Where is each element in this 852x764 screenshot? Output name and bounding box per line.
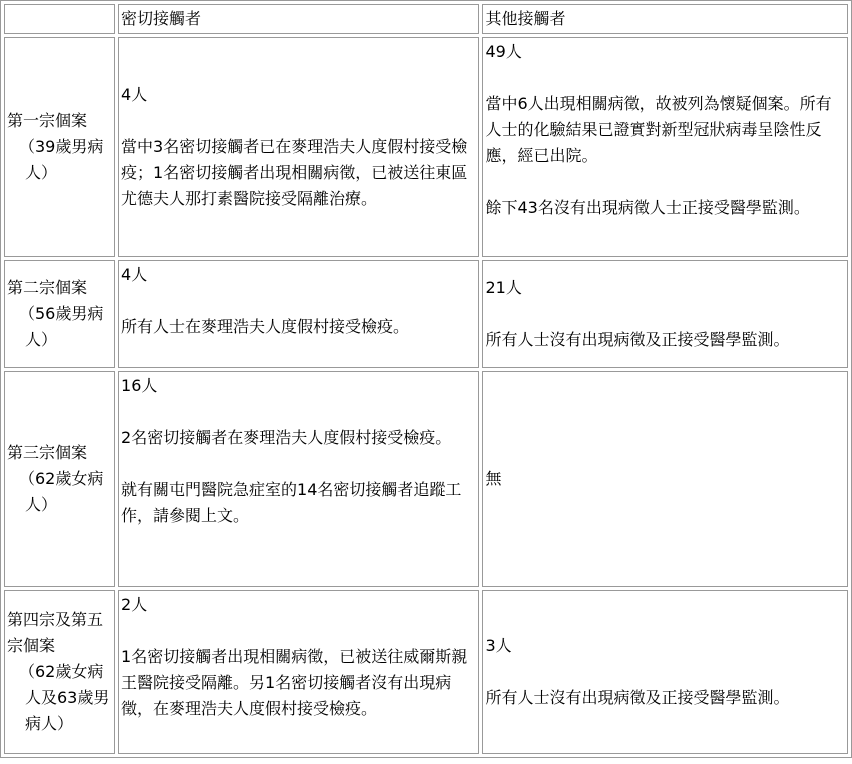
other-count: 3人	[485, 636, 512, 655]
case-cell	[4, 260, 115, 368]
other-contacts-cell	[482, 37, 848, 257]
table-row	[4, 590, 848, 754]
other-contacts-cell	[482, 590, 848, 754]
header-row	[4, 4, 848, 34]
table-row	[4, 37, 848, 257]
patient-label: （56歲男病人）	[19, 304, 104, 349]
other-note: 所有人士沒有出現病徵及正接受醫學監測。	[485, 330, 790, 349]
header-other-contacts: 其他接觸者	[482, 4, 848, 34]
case-label: 第一宗個案	[7, 111, 88, 130]
close-note: 當中3名密切接觸者已在麥理浩夫人度假村接受檢疫；1名密切接觸者出現相關病徵，已被送往東區尤德夫人那打素醫院接受隔離治療。	[121, 137, 468, 208]
close-count: 16人	[121, 376, 158, 395]
other-count: 49人	[485, 42, 522, 61]
close-contacts-cell	[118, 260, 479, 368]
close-count: 4人	[121, 85, 148, 104]
other-note: 餘下43名沒有出現病徵人士正接受醫學監測。	[485, 198, 810, 217]
case-label: 第二宗個案	[7, 278, 88, 297]
patient-label: （62歲女病人及63歲男病人）	[19, 662, 110, 733]
case-cell	[4, 590, 115, 754]
table-row	[4, 371, 848, 587]
close-contacts-cell	[118, 37, 479, 257]
case-cell	[4, 371, 115, 587]
other-note: 當中6人出現相關病徵，故被列為懷疑個案。所有人士的化驗結果已證實對新型冠狀病毒呈陰性反應，經已出院。	[485, 94, 832, 165]
other-contacts-cell	[482, 260, 848, 368]
close-note: 1名密切接觸者出現相關病徵，已被送往威爾斯親王醫院接受隔離。另1名密切接觸者沒有出現病徵，在麥理浩夫人度假村接受檢疫。	[121, 647, 468, 718]
close-note: 所有人士在麥理浩夫人度假村接受檢疫。	[121, 317, 410, 336]
header-close-contacts: 密切接觸者	[118, 4, 479, 34]
close-contacts-cell	[118, 371, 479, 587]
other-count: 21人	[485, 278, 522, 297]
close-count: 2人	[121, 595, 148, 614]
table-row	[4, 260, 848, 368]
case-label: 第三宗個案	[7, 443, 88, 462]
other-contacts-cell	[482, 371, 848, 587]
patient-label: （39歲男病人）	[19, 137, 104, 182]
close-count: 4人	[121, 265, 148, 284]
other-count: 無	[485, 469, 502, 488]
header-blank	[4, 4, 115, 34]
other-note: 所有人士沒有出現病徵及正接受醫學監測。	[485, 688, 790, 707]
close-note: 2名密切接觸者在麥理浩夫人度假村接受檢疫。	[121, 428, 452, 447]
close-note: 就有關屯門醫院急症室的14名密切接觸者追蹤工作，請參閱上文。	[121, 480, 462, 525]
patient-label: （62歲女病人）	[19, 469, 104, 514]
case-cell	[4, 37, 115, 257]
close-contacts-cell	[118, 590, 479, 754]
case-label: 第四宗及第五宗個案	[7, 610, 104, 655]
